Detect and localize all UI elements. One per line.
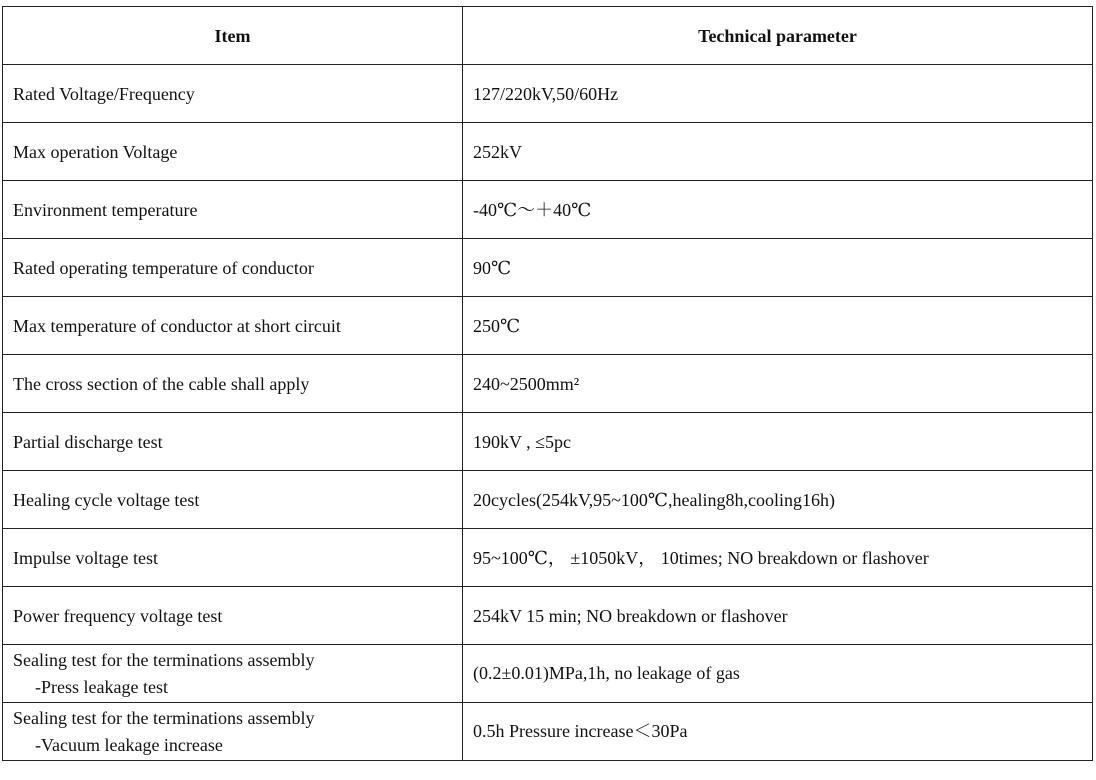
table-row (3, 645, 1093, 703)
row-value: 252kV (463, 123, 1093, 181)
row-value: 127/220kV,50/60Hz (463, 65, 1093, 123)
row-value: 254kV 15 min; NO breakdown or flashover (463, 587, 1093, 645)
row-item-subline: -Vacuum leakage increase (35, 734, 223, 755)
table-row (3, 181, 1093, 239)
table-row (3, 355, 1093, 413)
row-item (3, 645, 463, 703)
row-value: 95~100℃， ±1050kV， 10times; NO breakdown or flashover (463, 529, 1093, 587)
row-item: Environment temperature (3, 181, 463, 239)
row-value: 0.5h Pressure increase＜30Pa (463, 703, 1093, 761)
row-item: Rated Voltage/Frequency (3, 65, 463, 123)
table-row (3, 587, 1093, 645)
row-item: Rated operating temperature of conductor (3, 239, 463, 297)
table-row (3, 239, 1093, 297)
table-row (3, 297, 1093, 355)
table-row (3, 529, 1093, 587)
row-value: (0.2±0.01)MPa,1h, no leakage of gas (463, 645, 1093, 703)
table-header-row (3, 7, 1093, 65)
header-item: Item (3, 7, 463, 65)
row-item-line: Sealing test for the terminations assembly (13, 707, 315, 728)
row-value: 190kV , ≤5pc (463, 413, 1093, 471)
row-item: Partial discharge test (3, 413, 463, 471)
table-row (3, 471, 1093, 529)
row-value: 240~2500mm² (463, 355, 1093, 413)
row-item (3, 703, 463, 761)
technical-parameter-table (2, 6, 1093, 761)
row-item: The cross section of the cable shall apply (3, 355, 463, 413)
table-row (3, 703, 1093, 761)
row-item: Impulse voltage test (3, 529, 463, 587)
row-item: Max temperature of conductor at short circuit (3, 297, 463, 355)
row-item: Healing cycle voltage test (3, 471, 463, 529)
row-value: 20cycles(254kV,95~100℃,healing8h,cooling16h) (463, 471, 1093, 529)
table-row (3, 123, 1093, 181)
header-technical-parameter: Technical parameter (463, 7, 1093, 65)
row-value: 90℃ (463, 239, 1093, 297)
row-item-line: Sealing test for the terminations assembly (13, 649, 315, 670)
row-value: -40℃～＋40℃ (463, 181, 1093, 239)
table-row (3, 413, 1093, 471)
row-value: 250℃ (463, 297, 1093, 355)
row-item: Max operation Voltage (3, 123, 463, 181)
row-item-subline: -Press leakage test (35, 676, 168, 697)
table-row (3, 65, 1093, 123)
row-item: Power frequency voltage test (3, 587, 463, 645)
